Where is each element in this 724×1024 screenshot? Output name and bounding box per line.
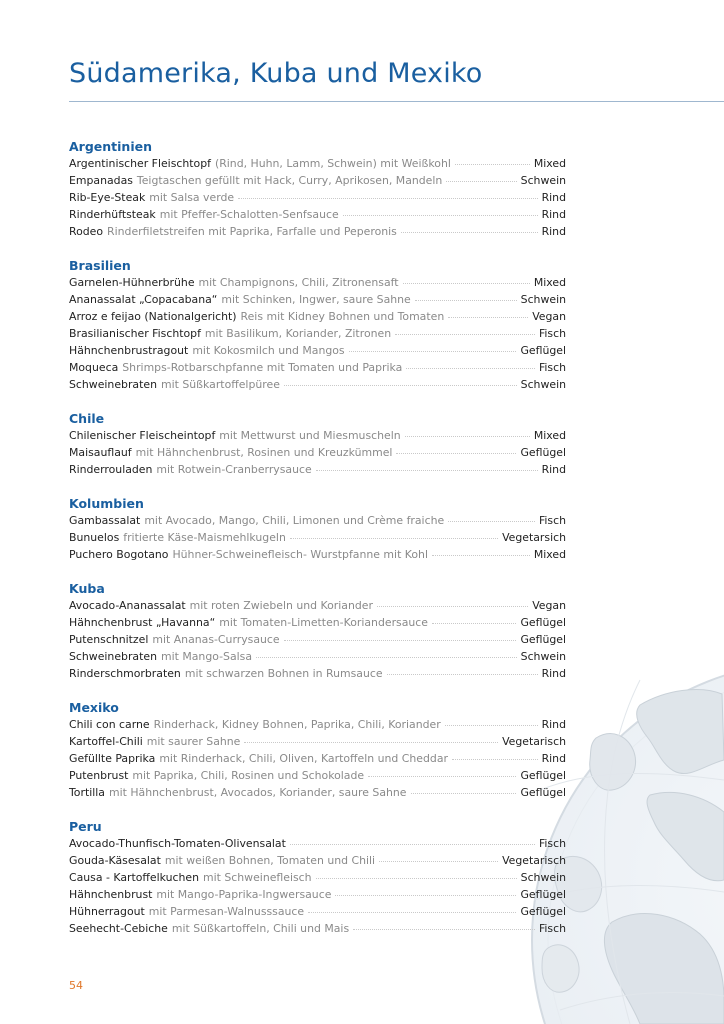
dish-description: mit Paprika, Chili, Rosinen und Schokolade	[132, 769, 365, 782]
dish-category: Fisch	[538, 327, 566, 340]
menu-item	[69, 750, 566, 767]
dotted-leader	[411, 793, 517, 794]
dish-category: Schwein	[520, 174, 566, 187]
menu-item	[69, 546, 566, 563]
dish-description: mit Mango-Paprika-Ingwersauce	[156, 888, 332, 901]
dish-name: Rinderrouladen	[69, 463, 153, 476]
menu-item	[69, 155, 566, 172]
dish-category: Vegetarisch	[502, 735, 566, 748]
menu-item	[69, 172, 566, 189]
dish-name: Hähnchenbrust „Havanna“	[69, 616, 216, 629]
menu-item	[69, 597, 566, 614]
menu-item	[69, 308, 566, 325]
dotted-leader	[335, 895, 516, 896]
dish-name: Schweinebraten	[69, 378, 157, 391]
dish-name: Causa - Kartoffelkuchen	[69, 871, 200, 884]
menu-list	[69, 138, 566, 937]
dish-category: Rind	[541, 191, 566, 204]
dish-category: Geflügel	[520, 769, 566, 782]
menu-section	[69, 138, 566, 240]
dotted-leader	[316, 878, 517, 879]
dish-description: mit Hähnchenbrust, Avocados, Koriander, saure Sahne	[108, 786, 407, 799]
dish-description: mit Schweinefleisch	[203, 871, 312, 884]
dish-description: mit Hähnchenbrust, Rosinen und Kreuzkümmel	[135, 446, 393, 459]
menu-item	[69, 342, 566, 359]
dish-description: mit Mango-Salsa	[160, 650, 252, 663]
dish-category: Rind	[541, 208, 566, 221]
dish-category: Schwein	[520, 650, 566, 663]
dish-name: Hähnchenbrustragout	[69, 344, 189, 357]
menu-item	[69, 767, 566, 784]
dotted-leader	[244, 742, 498, 743]
dotted-leader	[396, 453, 516, 454]
dotted-leader	[387, 674, 538, 675]
dish-name: Garnelen-Hühnerbrühe	[69, 276, 195, 289]
dotted-leader	[379, 861, 498, 862]
dotted-leader	[308, 912, 516, 913]
menu-item	[69, 886, 566, 903]
dotted-leader	[445, 725, 538, 726]
dish-description: Rinderfiletstreifen mit Paprika, Farfalle und Peperonis	[107, 225, 397, 238]
dish-name: Empanadas	[69, 174, 133, 187]
dotted-leader	[395, 334, 535, 335]
dish-name: Putenschnitzel	[69, 633, 149, 646]
dish-description: mit Tomaten-Limetten-Koriandersauce	[219, 616, 428, 629]
dotted-leader	[432, 623, 516, 624]
menu-item	[69, 376, 566, 393]
menu-section	[69, 257, 566, 393]
dotted-leader	[290, 538, 498, 539]
section-title: Mexiko	[69, 700, 119, 715]
dish-category: Vegan	[532, 599, 566, 612]
dotted-leader	[446, 181, 516, 182]
dish-name: Hähnchenbrust	[69, 888, 153, 901]
dotted-leader	[343, 215, 538, 216]
menu-section	[69, 495, 566, 563]
dish-description: mit Süßkartoffelpüree	[160, 378, 280, 391]
section-title: Chile	[69, 411, 105, 426]
dish-category: Fisch	[538, 837, 566, 850]
dish-category: Vegetarisch	[502, 854, 566, 867]
dish-name: Putenbrust	[69, 769, 129, 782]
dish-description: Teigtaschen gefüllt mit Hack, Curry, Aprikosen, Mandeln	[136, 174, 443, 187]
dish-description: fritierte Käse-Maismehlkugeln	[123, 531, 286, 544]
dish-name: Bunuelos	[69, 531, 120, 544]
dotted-leader	[452, 759, 538, 760]
dish-category: Vegan	[532, 310, 566, 323]
menu-item	[69, 920, 566, 937]
menu-section	[69, 580, 566, 682]
dotted-leader	[403, 283, 530, 284]
dish-name: Chilenischer Fleischeintopf	[69, 429, 216, 442]
dish-category: Rind	[541, 718, 566, 731]
dish-description: mit weißen Bohnen, Tomaten und Chili	[164, 854, 376, 867]
section-title: Brasilien	[69, 258, 131, 273]
dish-name: Avocado-Ananassalat	[69, 599, 186, 612]
page-title: Südamerika, Kuba und Mexiko	[69, 58, 483, 89]
dotted-leader	[353, 929, 535, 930]
dish-name: Moqueca	[69, 361, 119, 374]
dotted-leader	[377, 606, 528, 607]
dish-description: mit Mettwurst und Miesmuscheln	[219, 429, 401, 442]
menu-item	[69, 359, 566, 376]
section-title: Peru	[69, 819, 102, 834]
dish-category: Rind	[541, 225, 566, 238]
menu-item	[69, 427, 566, 444]
dish-category: Geflügel	[520, 616, 566, 629]
menu-item	[69, 461, 566, 478]
dotted-leader	[290, 844, 535, 845]
menu-item	[69, 852, 566, 869]
menu-item	[69, 648, 566, 665]
dish-description: mit Pfeffer-Schalotten-Senfsauce	[159, 208, 339, 221]
dotted-leader	[432, 555, 530, 556]
dotted-leader	[405, 436, 530, 437]
menu-section	[69, 410, 566, 478]
dotted-leader	[316, 470, 538, 471]
dish-description: (Rind, Huhn, Lamm, Schwein) mit Weißkohl	[214, 157, 451, 170]
dish-name: Hühnerragout	[69, 905, 145, 918]
dish-description: mit Avocado, Mango, Chili, Limonen und Crème fraiche	[144, 514, 445, 527]
menu-item	[69, 869, 566, 886]
page-number: 54	[69, 979, 83, 992]
dish-name: Maisauflauf	[69, 446, 132, 459]
dish-name: Rinderhüftsteak	[69, 208, 156, 221]
dish-name: Gambassalat	[69, 514, 141, 527]
dish-name: Schweinebraten	[69, 650, 157, 663]
dotted-leader	[238, 198, 537, 199]
dotted-leader	[415, 300, 517, 301]
dish-description: mit Süßkartoffeln, Chili und Mais	[171, 922, 350, 935]
dotted-leader	[448, 521, 535, 522]
menu-item	[69, 206, 566, 223]
dish-category: Fisch	[538, 361, 566, 374]
dish-category: Rind	[541, 463, 566, 476]
dish-name: Gouda-Käsesalat	[69, 854, 161, 867]
dish-description: Hühner-Schweinefleisch- Wurstpfanne mit Kohl	[172, 548, 428, 561]
menu-item	[69, 291, 566, 308]
dish-category: Geflügel	[520, 888, 566, 901]
dish-category: Geflügel	[520, 786, 566, 799]
menu-item	[69, 716, 566, 733]
dish-description: mit Salsa verde	[149, 191, 235, 204]
menu-item	[69, 223, 566, 240]
menu-section	[69, 699, 566, 801]
dish-description: Shrimps-Rotbarschpfanne mit Tomaten und Paprika	[122, 361, 403, 374]
dish-name: Rib-Eye-Steak	[69, 191, 146, 204]
dish-description: mit roten Zwiebeln und Koriander	[189, 599, 373, 612]
dish-description: mit Schinken, Ingwer, saure Sahne	[221, 293, 411, 306]
menu-item	[69, 512, 566, 529]
dotted-leader	[406, 368, 535, 369]
dish-name: Tortilla	[69, 786, 105, 799]
dish-category: Geflügel	[520, 446, 566, 459]
dish-category: Schwein	[520, 293, 566, 306]
dish-name: Rinderschmorbraten	[69, 667, 181, 680]
menu-item	[69, 274, 566, 291]
menu-item	[69, 835, 566, 852]
dotted-leader	[368, 776, 516, 777]
dish-category: Mixed	[533, 548, 566, 561]
dish-category: Rind	[541, 667, 566, 680]
dotted-leader	[349, 351, 517, 352]
dish-description: mit saurer Sahne	[146, 735, 241, 748]
dish-description: mit Parmesan-Walnusssauce	[148, 905, 305, 918]
dish-category: Mixed	[533, 157, 566, 170]
dotted-leader	[455, 164, 530, 165]
menu-item	[69, 614, 566, 631]
menu-item	[69, 444, 566, 461]
dish-description: mit Basilikum, Koriander, Zitronen	[204, 327, 392, 340]
menu-item	[69, 784, 566, 801]
dish-description: mit Rinderhack, Chili, Oliven, Kartoffeln und Cheddar	[159, 752, 448, 765]
menu-section	[69, 818, 566, 937]
dish-name: Ananassalat „Copacabana“	[69, 293, 218, 306]
dotted-leader	[284, 640, 517, 641]
dish-name: Seehecht-Cebiche	[69, 922, 168, 935]
dish-description: Reis mit Kidney Bohnen und Tomaten	[240, 310, 445, 323]
menu-item	[69, 325, 566, 342]
dish-category: Fisch	[538, 922, 566, 935]
dish-category: Geflügel	[520, 344, 566, 357]
menu-item	[69, 665, 566, 682]
dish-category: Geflügel	[520, 633, 566, 646]
menu-item	[69, 189, 566, 206]
dotted-leader	[256, 657, 517, 658]
dish-category: Mixed	[533, 429, 566, 442]
dotted-leader	[448, 317, 528, 318]
dish-category: Mixed	[533, 276, 566, 289]
section-title: Kuba	[69, 581, 105, 596]
dish-name: Gefüllte Paprika	[69, 752, 156, 765]
title-divider	[69, 101, 724, 102]
dish-name: Avocado-Thunfisch-Tomaten-Olivensalat	[69, 837, 286, 850]
dish-description: mit Rotwein-Cranberrysauce	[156, 463, 312, 476]
dish-description: mit schwarzen Bohnen in Rumsauce	[184, 667, 383, 680]
dish-name: Puchero Bogotano	[69, 548, 169, 561]
dish-category: Vegetarsich	[502, 531, 566, 544]
dish-name: Kartoffel-Chili	[69, 735, 143, 748]
dish-category: Schwein	[520, 378, 566, 391]
dish-description: Rinderhack, Kidney Bohnen, Paprika, Chili, Koriander	[153, 718, 441, 731]
dish-name: Brasilianischer Fischtopf	[69, 327, 201, 340]
dish-name: Arroz e feijao (Nationalgericht)	[69, 310, 237, 323]
dish-description: mit Ananas-Currysauce	[152, 633, 280, 646]
dish-name: Chili con carne	[69, 718, 150, 731]
dish-category: Geflügel	[520, 905, 566, 918]
dish-category: Rind	[541, 752, 566, 765]
dotted-leader	[401, 232, 538, 233]
menu-item	[69, 631, 566, 648]
section-title: Kolumbien	[69, 496, 144, 511]
dish-category: Schwein	[520, 871, 566, 884]
menu-item	[69, 903, 566, 920]
dish-name: Argentinischer Fleischtopf	[69, 157, 211, 170]
dish-description: mit Kokosmilch und Mangos	[192, 344, 345, 357]
dish-category: Fisch	[538, 514, 566, 527]
section-title: Argentinien	[69, 139, 152, 154]
dotted-leader	[284, 385, 517, 386]
dish-name: Rodeo	[69, 225, 104, 238]
dish-description: mit Champignons, Chili, Zitronensaft	[198, 276, 399, 289]
menu-item	[69, 529, 566, 546]
menu-item	[69, 733, 566, 750]
